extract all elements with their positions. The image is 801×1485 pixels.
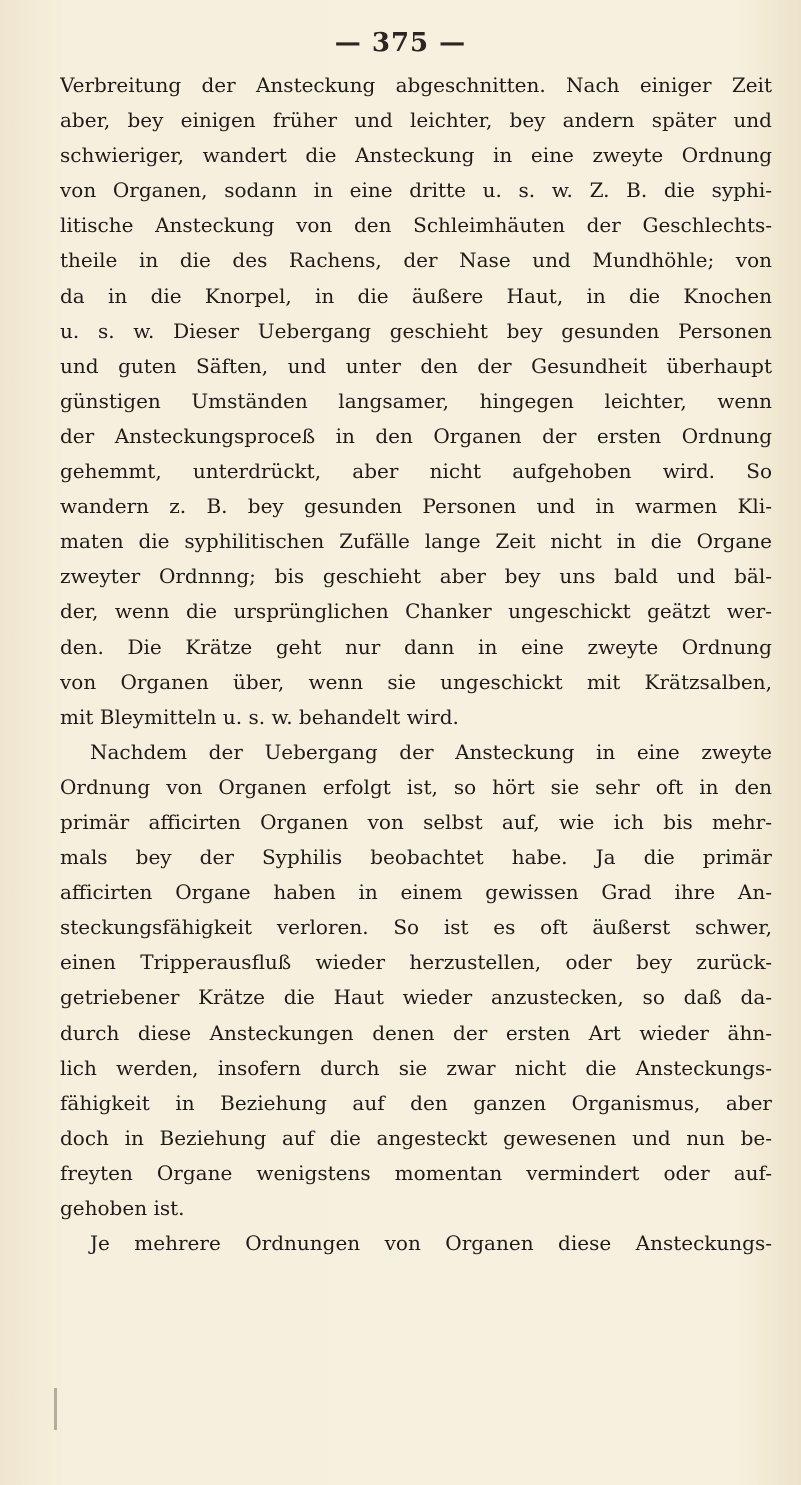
text-line: Je mehrere Ordnungen von Organen diese Ansteckungs- [90, 1231, 772, 1256]
text-line: wandern z. B. bey gesunden Personen und in warmen Kli- [60, 494, 772, 519]
text-line: durch diese Ansteckungen denen der ersten Art wieder ähn- [60, 1020, 772, 1045]
text-line: aber, bey einigen früher und leichter, bey andern später und [60, 108, 772, 133]
text-line: afficirten Organe haben in einem gewissen Grad ihre An- [60, 880, 772, 905]
text-line: steckungsfähigkeit verloren. So ist es oft äußerst schwer, [60, 915, 772, 940]
text-line: da in die Knorpel, in die äußere Haut, in die Knochen [60, 283, 772, 308]
text-line: von Organen über, wenn sie ungeschickt mit Krätzsalben, [60, 669, 772, 694]
text-line: gehoben ist. [60, 1196, 185, 1220]
text-line: freyten Organe wenigstens momentan vermindert oder auf- [60, 1160, 772, 1185]
text-line: fähigkeit in Beziehung auf den ganzen Organismus, aber [60, 1090, 772, 1115]
text-line: u. s. w. Dieser Uebergang geschieht bey gesunden Personen [60, 318, 772, 343]
page-number: — 375 — [334, 28, 467, 58]
body-text [60, 68, 772, 1261]
text-line: schwieriger, wandert die Ansteckung in eine zweyte Ordnung [60, 143, 772, 168]
text-line: der Ansteckungsproceß in den Organen der ersten Ordnung [60, 423, 772, 448]
text-line: von Organen, sodann in eine dritte u. s. w. Z. B. die syphi- [60, 178, 772, 203]
text-line: primär afficirten Organen von selbst auf, wie ich bis mehr- [60, 809, 772, 834]
text-line: gehemmt, unterdrückt, aber nicht aufgehoben wird. So [60, 459, 772, 484]
text-line: getriebener Krätze die Haut wieder anzustecken, so daß da- [60, 985, 772, 1010]
text-line: maten die syphilitischen Zufälle lange Zeit nicht in die Organe [60, 529, 772, 554]
text-line: und guten Säften, und unter den der Gesundheit überhaupt [60, 353, 772, 378]
text-line: mit Bleymitteln u. s. w. behandelt wird. [60, 704, 459, 729]
text-line: Nachdem der Uebergang der Ansteckung in eine zweyte [90, 739, 772, 764]
text-line: Ordnung von Organen erfolgt ist, so hört sie sehr oft in den [60, 774, 772, 799]
text-line: einen Tripperausfluß wieder herzustellen, oder bey zurück- [60, 950, 772, 975]
text-line: lich werden, insofern durch sie zwar nicht die Ansteckungs- [60, 1055, 772, 1080]
text-line: doch in Beziehung auf die angesteckt gewesenen und nun be- [60, 1125, 772, 1150]
margin-mark [54, 1388, 57, 1430]
text-line: günstigen Umständen langsamer, hingegen leichter, wenn [60, 388, 772, 413]
text-line: den. Die Krätze geht nur dann in eine zweyte Ordnung [60, 634, 772, 659]
text-line: zweyter Ordnnng; bis geschieht aber bey uns bald und bäl- [60, 564, 772, 589]
text-line: Verbreitung der Ansteckung abgeschnitten. Nach einiger Zeit [60, 73, 772, 97]
text-line: theile in die des Rachens, der Nase und Mundhöhle; von [60, 248, 772, 273]
text-line: litische Ansteckung von den Schleimhäuten der Geschlechts- [60, 213, 772, 238]
text-line: mals bey der Syphilis beobachtet habe. Ja die primär [60, 845, 772, 870]
text-line: der, wenn die ursprünglichen Chanker ungeschickt geätzt wer- [60, 599, 772, 624]
